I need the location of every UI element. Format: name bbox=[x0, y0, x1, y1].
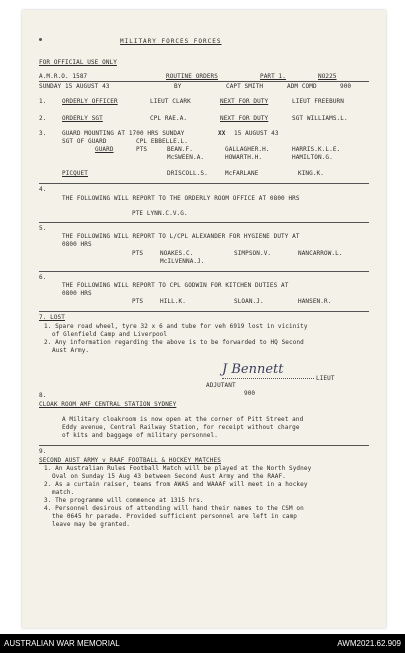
adjutant-signature: J Bennett bbox=[222, 362, 284, 377]
footer-accession-number: AWM2021.62.909 bbox=[337, 639, 401, 648]
signature-number: 900 bbox=[244, 390, 256, 397]
document-type: ROUTINE ORDERS bbox=[166, 73, 218, 80]
cloak-room-heading: CLOAK ROOM AMF CENTRAL STATION SYDNEY bbox=[39, 401, 177, 408]
footer-institution: AUSTRALIAN WAR MEMORIAL bbox=[4, 639, 120, 648]
classification: FOR OFFICIAL USE ONLY bbox=[39, 59, 117, 66]
pts-label: PTS bbox=[132, 250, 144, 257]
guard-name: McSWEEN.A. bbox=[167, 154, 205, 161]
matches-text: 4. Personnel desirous of attending will hand their names to the CSM on bbox=[44, 505, 304, 512]
hygiene-time: 0800 HRS bbox=[62, 241, 92, 248]
by-label: BY bbox=[174, 83, 182, 90]
picquet-name: DRISCOLL.S. bbox=[167, 170, 208, 177]
matches-text: match. bbox=[52, 489, 75, 496]
item-number: 6. bbox=[39, 274, 47, 281]
orderly-room-name: PTE LYNN.C.V.G. bbox=[132, 210, 188, 217]
picquet-name: KING.K. bbox=[298, 170, 324, 177]
item-number: 1. bbox=[39, 98, 47, 105]
orderly-room-instruction: THE FOLLOWING WILL REPORT TO THE ORDERLY ROOM OFFICE AT 0800 HRS bbox=[62, 195, 300, 202]
hygiene-name: SIMPSON.V. bbox=[234, 250, 272, 257]
section-rule bbox=[39, 271, 369, 272]
lost-item-text: 2. Any information regarding the above is to be forwarded to HQ Second bbox=[44, 339, 304, 346]
hygiene-name: NANCARROW.L. bbox=[298, 250, 343, 257]
item-number: 9. bbox=[39, 448, 47, 455]
cloak-room-text: of kits and baggage of military personnel. bbox=[62, 432, 218, 439]
cloak-room-text: A Military cloakroom is now open at the corner of Pitt Street and bbox=[62, 416, 304, 423]
guard-name: HOWARTH.H. bbox=[225, 154, 263, 161]
hygiene-name: McILVENNA.J. bbox=[160, 258, 205, 265]
item-number: 3. bbox=[39, 130, 47, 137]
part-number: PART 1. bbox=[260, 73, 286, 80]
header-rule bbox=[39, 81, 369, 82]
order-date: SUNDAY 15 AUGUST 43 bbox=[39, 83, 110, 90]
orderly-officer-name: LIEUT CLARK bbox=[150, 98, 191, 105]
pts-label: PTS bbox=[136, 146, 148, 153]
guard-name: HARRIS.K.L.E. bbox=[292, 146, 341, 153]
next-for-duty-label: NEXT FOR DUTY bbox=[220, 98, 269, 105]
next-sgt-name: SGT WILLIAMS.L. bbox=[292, 115, 348, 122]
pts-label: PTS bbox=[132, 298, 144, 305]
kitchen-name: HILL.K. bbox=[160, 298, 186, 305]
matches-text: 1. An Australian Rules Football Match will be played at the North Sydney bbox=[44, 465, 312, 472]
section-rule bbox=[39, 222, 369, 223]
section-rule bbox=[39, 445, 369, 446]
picquet-name: McFARLANE bbox=[225, 170, 259, 177]
kitchen-name: HANSEN.R. bbox=[298, 298, 332, 305]
matches-text: Oval on Sunday 15 Aug 43 between Second Aust Army and the RAAF. bbox=[52, 473, 286, 480]
hygiene-instruction: THE FOLLOWING WILL REPORT TO L/CPL ALEXANDER FOR HYGIENE DUTY AT bbox=[62, 233, 300, 240]
signature-title: ADJUTANT bbox=[206, 382, 236, 389]
signature-line bbox=[222, 378, 314, 379]
item-number: 4. bbox=[39, 186, 47, 193]
guard-mounting-strike: XX bbox=[218, 130, 226, 137]
matches-text: the 0645 hr parade. Provided sufficient personnel are left in camp bbox=[52, 513, 298, 520]
document-title: MILITARY FORCES FORCES bbox=[120, 38, 222, 45]
sgt-of-guard-name: CPL EBBELLE.L. bbox=[136, 138, 188, 145]
guard-name: HAMILTON.G. bbox=[292, 154, 333, 161]
command-number: 900 bbox=[340, 83, 352, 90]
hygiene-name: NOAKES.C. bbox=[160, 250, 194, 257]
matches-text: 2. As a curtain raiser, teams from AWAS and WAAAF will meet in a hockey bbox=[44, 481, 308, 488]
picquet-label: PICQUET bbox=[62, 170, 88, 177]
punch-hole bbox=[39, 38, 42, 41]
sgt-of-guard-label: SGT OF GUARD bbox=[62, 138, 107, 145]
orderly-officer-label: ORDERLY OFFICER bbox=[62, 98, 118, 105]
item-number: 2. bbox=[39, 115, 47, 122]
matches-heading: SECOND AUST ARMY v RAAF FOOTBALL & HOCKEY MATCHES bbox=[39, 457, 221, 464]
matches-text: 3. The programme will commence at 1315 hrs. bbox=[44, 497, 204, 504]
section-rule bbox=[39, 311, 369, 312]
section-rule bbox=[39, 183, 369, 184]
next-officer-name: LIEUT FREEBURN bbox=[292, 98, 344, 105]
item-number: 5. bbox=[39, 225, 47, 232]
command-label: ADM COMD bbox=[287, 83, 317, 90]
next-for-duty-label: NEXT FOR DUTY bbox=[220, 115, 269, 122]
item-number: 8. bbox=[39, 392, 47, 399]
lost-heading: 7. LOST bbox=[39, 314, 65, 321]
kitchen-name: SLOAN.J. bbox=[234, 298, 264, 305]
reference-number: A.M.R.O. 1587 bbox=[39, 73, 88, 80]
guard-label: GUARD bbox=[95, 146, 114, 153]
guard-name: BEAN.F. bbox=[167, 146, 193, 153]
lost-item-text: of Glenfield Camp and Liverpool bbox=[52, 331, 168, 338]
guard-name: GALLAGHER.H. bbox=[225, 146, 270, 153]
lost-item-text: Aust Army. bbox=[52, 347, 90, 354]
signature-rank: LIEUT bbox=[316, 375, 335, 382]
cloak-room-text: Eddy avenue, Central Railway Station, for receipt without charge bbox=[62, 424, 300, 431]
footer-bar bbox=[0, 634, 405, 653]
order-number: NO225 bbox=[318, 73, 337, 80]
kitchen-instruction: THE FOLLOWING WILL REPORT TO CPL GODWIN FOR KITCHEN DUTIES AT bbox=[62, 282, 289, 289]
guard-mounting-text: GUARD MOUNTING AT 1700 HRS SUNDAY bbox=[62, 130, 185, 137]
issuer-name: CAPT SMITH bbox=[226, 83, 264, 90]
lost-item-text: 1. Spare road wheel, tyre 32 x 6 and tube for veh 6919 lost in vicinity bbox=[44, 323, 308, 330]
guard-mounting-date: 15 AUGUST 43 bbox=[234, 130, 279, 137]
orderly-sgt-label: ORDERLY SGT bbox=[62, 115, 103, 122]
kitchen-time: 0800 HRS bbox=[62, 290, 92, 297]
orderly-sgt-name: CPL RAE.A. bbox=[150, 115, 188, 122]
matches-text: leave may be granted. bbox=[52, 521, 130, 528]
